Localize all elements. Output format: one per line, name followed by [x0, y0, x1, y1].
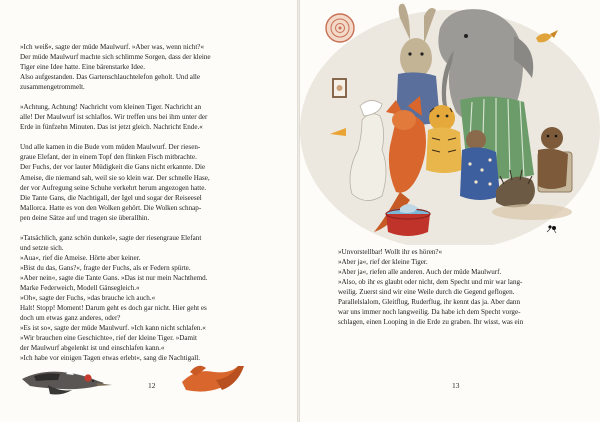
paragraph: »Unvorstellbar! Wollt ihr es hören?« »Aber ja«, rief der kleine Tiger. »Aber ja«, riefen alle anderen. Auch der müde Maulwurf. »Also, ob ihr es glaubt oder nicht, dem Specht und mir war lang- weilig. Zuerst sind wir eine Weile durch die Gegend geflogen. Parallelslalom, Gleitflug, Ruderflug, ihr kennt das ja. Aber dann war uns immer noch langweilig. Da habe ich dem Specht vorge- schlagen, einen Looping in die Erde zu graben. Ihr wisst, was ein: [338, 248, 524, 327]
woodpecker-illustration: [0, 0, 297, 422]
paragraph: »Ich weiß«, sagte der müde Maulwurf. »Aber was, wenn nicht?« Der müde Maulwurf machte sich schlimme Sorgen, dass der kleine Tiger eine Idee hatte. Eine bärenstarke Idee. Also aufgestanden. Das Gartenschlauchtelefon geholt. Und alle zusammengetrommelt.: [20, 43, 211, 92]
right-page: [300, 0, 600, 422]
page-number: 12: [148, 381, 156, 390]
fox-tail-icon: [182, 366, 244, 392]
spiral-clock-icon: [326, 14, 354, 42]
animal-gathering-illustration: [300, 0, 600, 245]
paragraph: »Achtung, Achtung! Nachricht vom kleinen Tiger. Nachricht an alle! Der Maulwurf ist schlaflos. Wir treffen uns bei ihm unter der Erde in fünfzehn Minuten. Das ist jetzt gleich. Nachricht Ende.«: [20, 103, 208, 132]
picture-frame-icon: [333, 79, 346, 97]
paragraph: »Tatsächlich, ganz schön dunkel«, sagte der riesengraue Elefant und setzte sich. »Aua«, rief die Ameise. Hörte aber keiner. »Bist du das, Gans?«, fragte der Fuchs, als er Federn spürte. »Aber nein«, sagte die Tante Gans. »Das ist nur mein Nachthemd. Marke Federweich, Modell Gänsegleich.« »Oh«, sagte der Fuchs, »das brauche ich auch.« Halt! Stopp! Moment! Darum geht es doch gar nicht. Hier geht es doch um etwas ganz anderes, oder? »Es ist so«, sagte der müde Maulwurf. »Ich kann nicht schlafen.« »Wir brauchen eine Geschichte«, rief der kleine Tiger. »Damit der Maulwurf abgelenkt ist und einschlafen kann.« »Ich habe vor einigen Tagen etwas erlebt«, sang die Nachtigall.: [20, 233, 208, 363]
right-page-text: [338, 247, 585, 327]
tiny-bird-icon: [536, 30, 558, 42]
page-number: 13: [452, 381, 460, 390]
tiny-ant-icon: [547, 225, 556, 233]
paragraph: Und alle kamen in die Bude vom müden Maulwurf. Der riesen- graue Elefant, der in einem Topf den flinken Fisch mitbrachte. Der Fuchs, der vor lauter Müdigkeit die Gans nicht erkannte. Die Ameise, die niemand sah, weil sie so klein war. Der schnelle Hase, der vor Aufregung seine Schuhe verkehrt herum angezogen hatte. Die Tante Gans, die Nachtigall, der Igel und sogar der Reiseesel Mallorca. Hatte es von den Wolken gehört. Die Wolken schnap- pen deine Sätze auf und tragen sie überallhin.: [20, 143, 210, 222]
left-page: [0, 0, 297, 422]
woodpecker-icon: [22, 369, 112, 395]
